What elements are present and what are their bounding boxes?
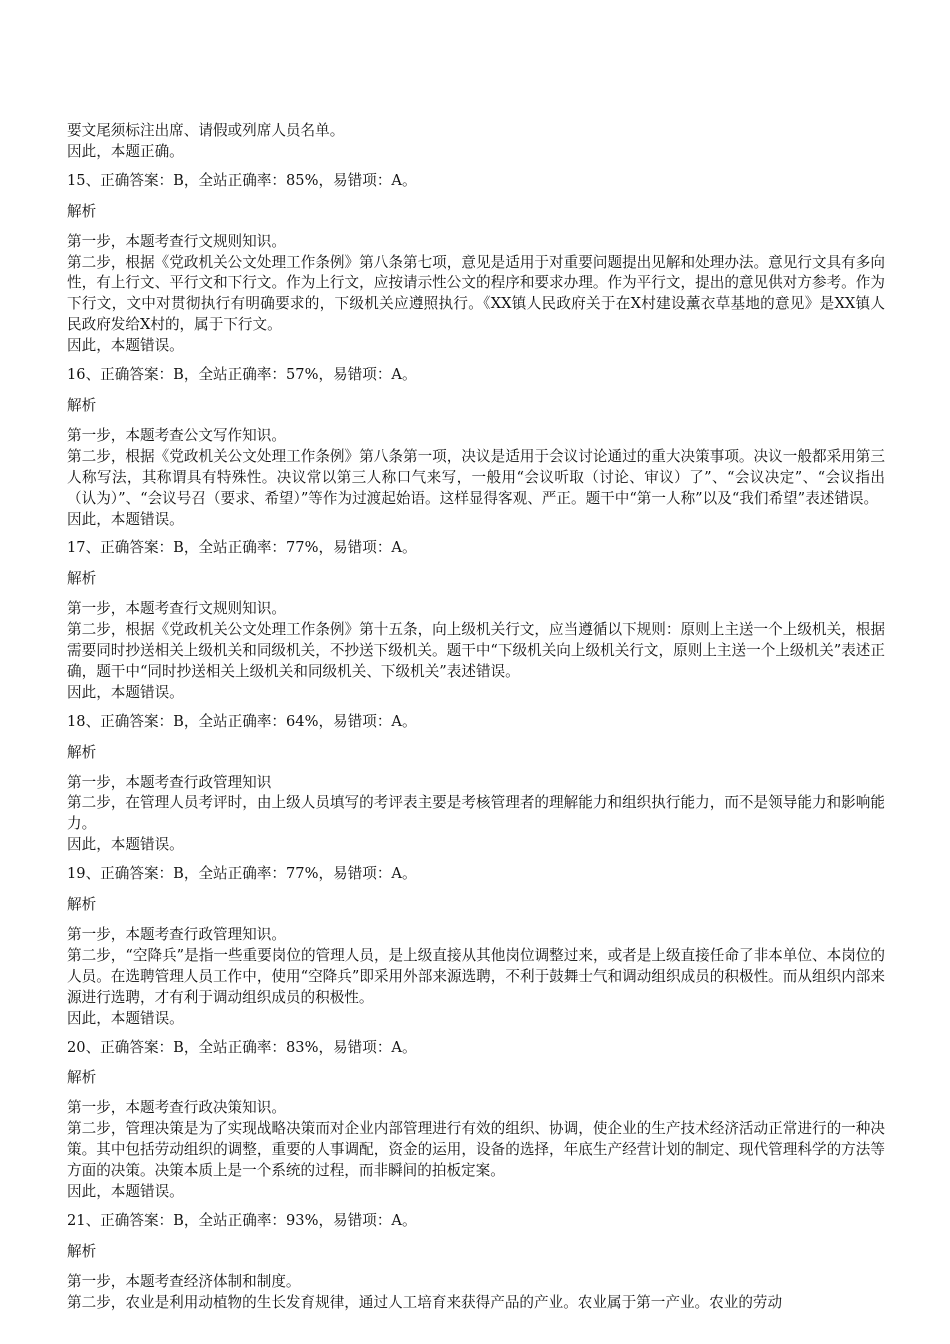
step-two-text: 第二步，农业是利用动植物的生长发育规律，通过人工培育来获得产品的产业。农业属于第一产业。农业的劳动 (67, 1293, 783, 1311)
analysis-heading: 解析 (67, 202, 97, 220)
answer-line: 15、正确答案：B，全站正确率：85%，易错项：A。 (67, 171, 417, 189)
analysis-heading: 解析 (67, 1242, 97, 1260)
question-list (67, 171, 885, 1314)
step-two-text: 第二步，根据《党政机关公文处理工作条例》第八条第七项，意见是适用于对重要问题提出见解和处理办法。意见行文具有多向性，有上行文、平行文和下行文。作为上行文，应按请示性公文的程序和要求办理。作为平行文，提出的意见供对方参考。作为下行文，文中对贯彻执行有明确要求的，下级机关应遵照执行。《XX镇人民政府关于在X村建设薰衣草基地的意见》是XX镇人民政府发给X村的，属于下行文。 (67, 253, 885, 334)
step-two-text: 第二步，管理决策是为了实现战略决策而对企业内部管理进行有效的组织、协调，使企业的生产技术经济活动正常进行的一种决策。其中包括劳动组织的调整，重要的人事调配，资金的运用，设备的选择，年底生产经营计划的制定、现代管理科学的方法等方面的决策。决策本质上是一个系统的过程，而非瞬间的拍板定案。 (67, 1120, 885, 1180)
conclusion-text: 因此，本题错误。 (67, 337, 184, 355)
question-explanation (67, 365, 885, 530)
question-explanation (67, 538, 885, 703)
step-one-text: 第一步，本题考查行政管理知识 (67, 773, 272, 791)
answer-line: 21、正确答案：B，全站正确率：93%，易错项：A。 (67, 1211, 417, 1229)
answer-line: 17、正确答案：B，全站正确率：77%，易错项：A。 (67, 539, 417, 557)
answer-line: 19、正确答案：B，全站正确率：77%，易错项：A。 (67, 865, 417, 883)
analysis-heading: 解析 (67, 1069, 97, 1087)
step-one-text: 第一步，本题考查行政决策知识。 (67, 1099, 286, 1117)
step-two-text: 第二步，根据《党政机关公文处理工作条例》第十五条，向上级机关行文，应当遵循以下规则：原则上主送一个上级机关，根据需要同时抄送相关上级机关和同级机关，不抄送下级机关。题干中“下级机关向上级机关行文，原则上主送一个上级机关”表述正确，题干中“同时抄送相关上级机关和同级机关、下级机关”表述错误。 (67, 621, 885, 680)
conclusion-text: 因此，本题错误。 (67, 836, 184, 854)
answer-line: 16、正确答案：B，全站正确率：57%，易错项：A。 (67, 366, 417, 384)
document-page (67, 121, 885, 1314)
step-one-text: 第一步，本题考查经济体制和制度。 (67, 1272, 301, 1290)
question-explanation (67, 864, 885, 1029)
step-one-text: 第一步，本题考查公文写作知识。 (67, 426, 286, 444)
intro-text: 要文尾须标注出席、请假或列席人员名单。 (67, 122, 345, 139)
analysis-heading: 解析 (67, 396, 97, 414)
question-explanation (67, 712, 885, 856)
conclusion-text: 因此，本题错误。 (67, 683, 184, 701)
conclusion-text: 因此，本题错误。 (67, 1009, 184, 1027)
answer-line: 18、正确答案：B，全站正确率：64%，易错项：A。 (67, 712, 417, 730)
conclusion-text: 因此，本题错误。 (67, 1182, 184, 1200)
question-explanation (67, 171, 885, 357)
step-two-text: 第二步，根据《党政机关公文处理工作条例》第八条第一项，决议是适用于会议讨论通过的重大决策事项。决议一般都采用第三人称写法，其称谓具有特殊性。决议常以第三人称口气来写，一般用“会议听取（讨论、审议）了”、“会议决定”、“会议指出（认为）”、“会议号召（要求、希望）”等作为过渡起始语。这样显得客观、严正。题干中“第一人称”以及“我们希望”表述错误。 (67, 447, 885, 507)
step-one-text: 第一步，本题考查行政管理知识。 (67, 926, 286, 943)
answer-line: 20、正确答案：B，全站正确率：83%，易错项：A。 (67, 1038, 417, 1056)
step-two-text: 第二步，“空降兵”是指一些重要岗位的管理人员，是上级直接从其他岗位调整过来，或者是上级直接任命了非本单位、本岗位的人员。在选聘管理人员工作中，使用“空降兵”即采用外部来源选聘，不利于鼓舞士气和调动组织成员的积极性。而从组织内部来源进行选聘，才有利于调动组织成员的积极性。 (67, 946, 885, 1006)
question-explanation (67, 1038, 885, 1203)
question-explanation (67, 1211, 885, 1314)
conclusion-text: 因此，本题错误。 (67, 510, 184, 528)
step-one-text: 第一步，本题考查行文规则知识。 (67, 600, 286, 618)
step-two-text: 第二步，在管理人员考评时，由上级人员填写的考评表主要是考核管理者的理解能力和组织执行能力，而不是领导能力和影响能力。 (67, 794, 885, 833)
analysis-heading: 解析 (67, 743, 97, 761)
analysis-heading: 解析 (67, 570, 97, 588)
intro-conclusion: 因此，本题正确。 (67, 142, 184, 160)
step-one-text: 第一步，本题考查行文规则知识。 (67, 232, 286, 250)
analysis-heading: 解析 (67, 896, 97, 914)
